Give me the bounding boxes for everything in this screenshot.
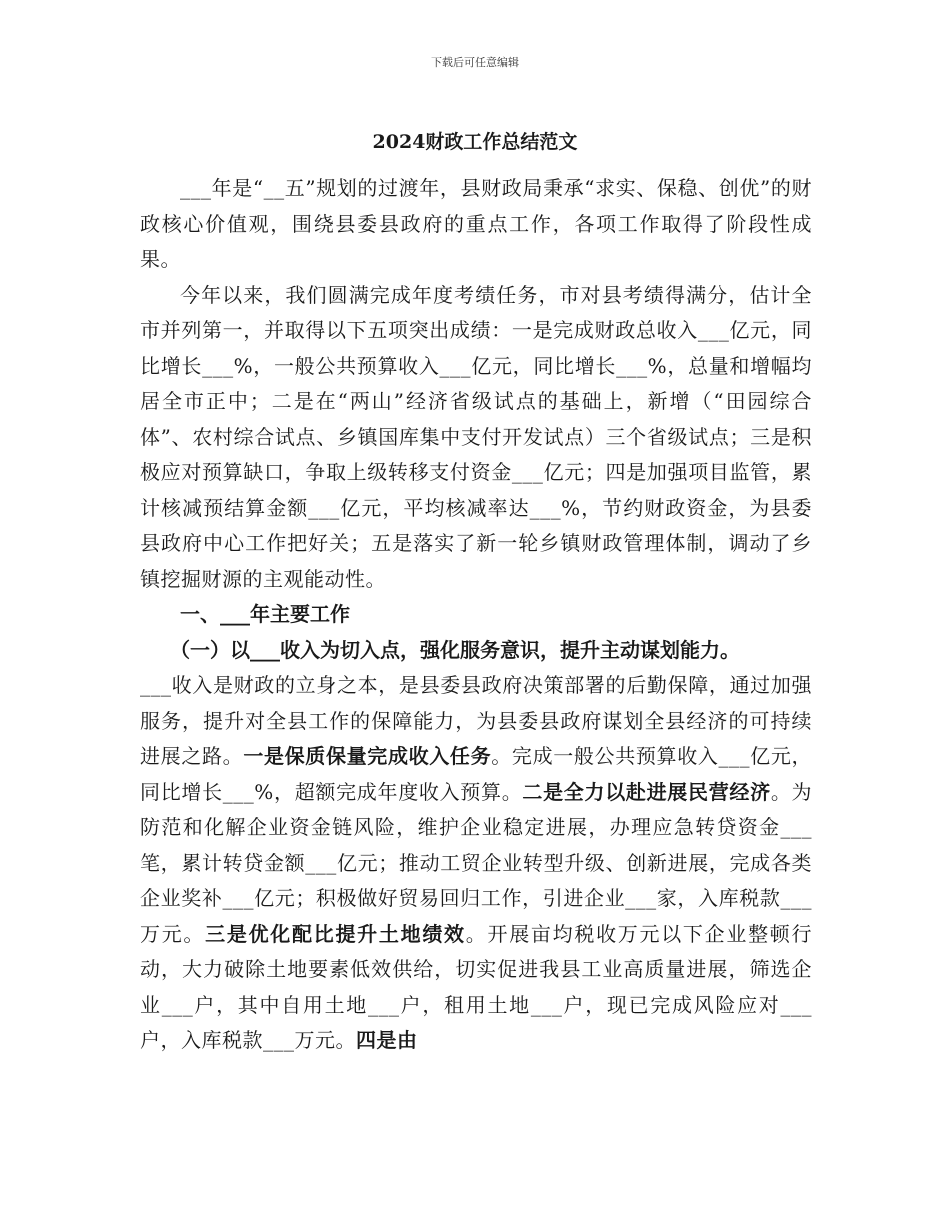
achievements-paragraph: 今年以来，我们圆满完成年度考绩任务，市对县考绩得满分，估计全市并列第一，并取得以下五项突出成绩：一是完成财政总收入___亿元，同比增长___%，一般公共预算收入___亿元，同比增长___%，总量和增幅均居全市正中；二是在“两山”经济省级试点的基础上，新增（“田园综合体”、农村综合试点、乡镇国库集中支付开发试点）三个省级试点；三是积极应对预算缺口，争取上级转移支付资金___亿元；四是加强项目监管，累计核减预结算金额___亿元，平均核减率达___%，节约财政资金，为县委县政府中心工作把好关；五是落实了新一轮乡镇财政管理体制，调动了乡镇挖掘财源的主观能动性。 — [140, 282, 812, 591]
text-run: 。开展亩均税收万元以下企业整顿行动，大力破除土地要素低效供给，切实促进我县工业高质量进展，筛选企业___户，其中自用土地___户，租用土地___户，现已完成风险应对___户，入库税款___万元。 — [140, 921, 813, 1052]
bold-point-4: 四是由 — [356, 1028, 418, 1052]
text-run: 。为防范和化解企业资金链风险，维护企业稳定进展，办理应急转贷资金___笔，累计转贷金额___亿元；推动工贸企业转型升级、创新进展，完成各类企业奖补___亿元；积极做好贸易回归工作，引进企业___家，入库税款___万元。 — [140, 779, 813, 946]
document-body — [140, 171, 812, 1059]
header-note: 下载后可任意编辑 — [431, 56, 519, 69]
bold-point-1: 一是保质保量完成收入任务 — [243, 744, 492, 768]
text-run: 。完成一般公共预算收入___亿元，同比增长___%，超额完成年度收入预算。 — [140, 744, 813, 804]
intro-paragraph: ___年是“__五”规划的过渡年，县财政局秉承“求实、保稳、创优”的财政核心价值观，围绕县委县政府的重点工作，各项工作取得了阶段性成果。 — [140, 176, 812, 271]
document-title: 2024财政工作总结范文 — [372, 131, 578, 153]
bold-point-3: 三是优化配比提升土地绩效 — [205, 921, 466, 946]
revenue-paragraph — [140, 668, 812, 1059]
subsection-heading: （一）以___收入为切入点，强化服务意识，提升主动谋划能力。 — [170, 637, 740, 662]
section-heading: 一、___年主要工作 — [180, 602, 350, 626]
text-run: ___收入是财政的立身之本，是县委县政府决策部署的后勤保障，通过加强服务，提升对全县工作的保障能力，为县委县政府谋划全县经济的可持续进展之路。 — [140, 673, 812, 768]
bold-point-2: 二是全力以赴进展民营经济 — [522, 779, 771, 804]
